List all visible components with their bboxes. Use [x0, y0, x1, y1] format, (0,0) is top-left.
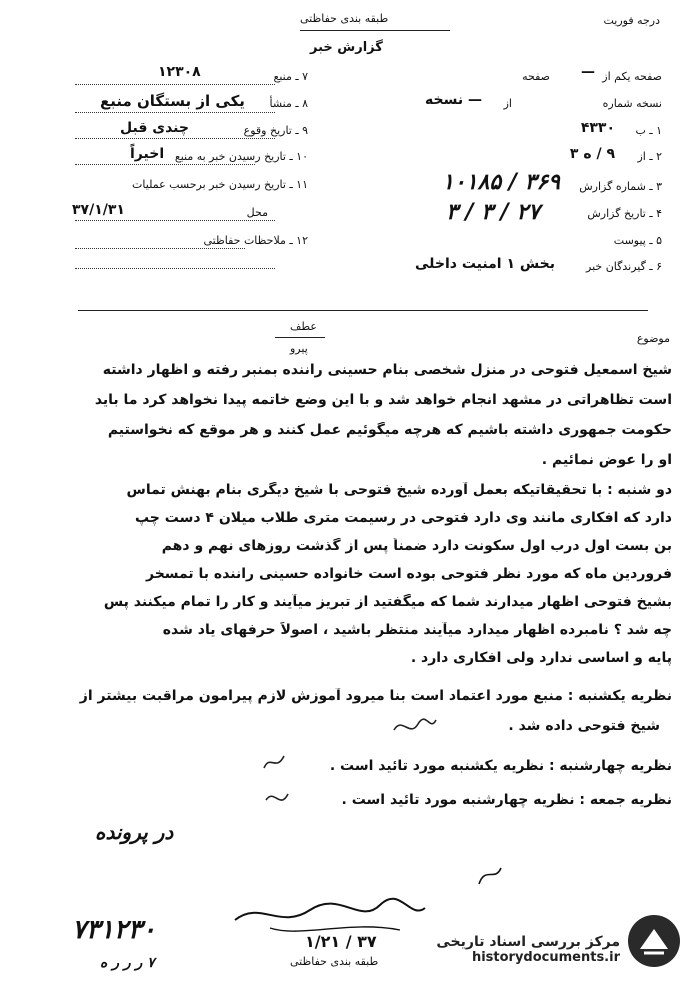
body-line: چه شد ؟ نامبرده اظهار میدارد میآیند منتظر باشید ، اصولاً حرفهای یاد شده: [162, 622, 672, 638]
handwritten-note: در پرونده: [95, 820, 174, 844]
watermark: [436, 934, 620, 965]
ref-sub: پیرو: [290, 342, 308, 355]
body-line: بن بست اول درب اول سکونت دارد ضمناً پس از گذشت روزهای نهم و دهم: [161, 538, 672, 554]
header-rule: [300, 30, 450, 31]
footer-classification: طبقه بندی حفاظتی: [290, 955, 379, 968]
priority-label: درجه فوریت: [603, 14, 660, 27]
dotline: [75, 248, 245, 249]
field-location-label: محل: [246, 206, 268, 219]
watermark-logo-icon: [626, 913, 682, 969]
field-7-value: ۱۲۳۰۸: [158, 64, 201, 80]
comment-line: نظریه جمعه : نظریه چهارشنبه مورد تائید است .: [341, 792, 672, 808]
field-1-value: ۴۳۳۰: [580, 120, 615, 136]
signature-mark: [475, 862, 505, 892]
dotline: [75, 138, 275, 139]
field-copy-label: نسخه شماره: [602, 97, 662, 110]
subject-label: موضوع: [636, 332, 670, 345]
body-line: فروردین ماه که مورد نظر فتوحی بوده است خانواده حسینی راننده با تمسخر: [145, 566, 672, 582]
watermark-site: historydocuments.ir: [471, 950, 620, 965]
dotline: [75, 84, 275, 85]
header-separator: [78, 310, 648, 311]
classification-label: طبقه بندی حفاظتی: [300, 12, 389, 25]
field-7-label: ۷ ـ منبع: [273, 70, 308, 83]
dotline: [75, 164, 255, 165]
field-8-label: ۸ ـ منشأ: [269, 97, 308, 110]
field-8-value: یکی از بستگان منبع: [100, 92, 245, 110]
field-page-value: —: [581, 64, 595, 80]
body-line: بشیخ فتوحی اظهار میدارند شما که میگفتید از تبریز میآیند و کار را تمام میکنند پس: [103, 594, 672, 610]
field-10-value: اخیراً: [130, 146, 165, 162]
field-3-value: ۳۶۹ / ۱۰۱۸۵: [442, 170, 560, 195]
comment-line: نظریه چهارشنبه : نظریه یکشنبه مورد تائید است .: [329, 758, 672, 774]
footer-date: ۱/۲۱ / ۳۷: [305, 932, 377, 951]
body-line: او را عوض نمائیم .: [541, 452, 672, 468]
field-page-label: صفحه یکم از: [602, 70, 662, 83]
comment-line: شیخ فتوحی داده شد .: [508, 718, 660, 734]
body-line: است تظاهراتی در مشهد انجام خواهد شد و با این وضع خاتمه پیدا نخواهد کرد ما باید: [94, 392, 672, 408]
field-3-label: ۳ ـ شماره گزارش: [579, 180, 662, 193]
body-line: پایه و اساسی ندارد ولی افکاری دارد .: [410, 650, 672, 666]
body-line: دو شنبه : با تحقیقاتیکه بعمل آورده شیخ فتوحی با شیخ دیگری بنام بهنش تماس: [126, 482, 672, 498]
field-9-value: چندی قبل: [120, 120, 189, 136]
ref-rule: [275, 337, 325, 338]
field-copy-mid: از: [503, 97, 512, 110]
ref-label: عطف: [290, 320, 317, 333]
field-11-label: ۱۱ ـ تاریخ رسیدن خبر برحسب عملیات: [132, 178, 308, 191]
field-4-label: ۴ ـ تاریخ گزارش: [587, 207, 662, 220]
field-1-label: ۱ ـ ب: [635, 124, 662, 137]
dotline: [75, 268, 275, 269]
body-line: حکومت جمهوری داشته باشیم که هرچه میگوئیم عمل کنند و هر موقع که نخواستیم: [107, 422, 672, 438]
field-6-label: ۶ ـ گیرندگان خبر: [586, 260, 662, 273]
field-6-value: بخش ۱ امنیت داخلی: [415, 256, 555, 272]
field-page-mid: صفحه: [522, 70, 550, 83]
comment-line: نظریه یکشنبه : منبع مورد اعتماد است بنا میرود آموزش لازم پیرامون مراقبت بیشتر از: [79, 688, 672, 704]
initial-mark: [390, 712, 440, 742]
field-9-label: ۹ ـ تاریخ وقوع: [243, 124, 308, 137]
field-copy-value: — نسخه: [425, 92, 482, 108]
field-5-label: ۵ ـ پیوست: [613, 234, 662, 247]
watermark-org: مرکز بررسی اسناد تاریخی: [436, 934, 620, 950]
field-4-value: ۲۷ / ۳ / ۳: [445, 200, 540, 225]
initial-mark: [262, 784, 292, 814]
body-line: شیخ اسمعیل فتوحی در منزل شخصی بنام حسینی راننده بمنبر رفته و اظهار داشته: [102, 362, 672, 378]
dotline: [75, 112, 275, 113]
page-title: گزارش خبر: [310, 40, 383, 55]
field-12-label: ۱۲ ـ ملاحظات حفاظتی: [203, 234, 308, 247]
body-line: دارد که افکاری مانند وی دارد فتوحی در رسیمت متری طلاب میلان ۴ دست چپ: [134, 510, 672, 526]
field-2-label: ۲ ـ از: [637, 150, 662, 163]
footer-bottom-left: ۷ ر ر ر ه: [100, 955, 155, 971]
footer-number: ۷۳۱۲۳۰: [72, 915, 156, 945]
dotline: [75, 220, 275, 221]
field-location-value: ۳۷/۱/۳۱: [72, 202, 125, 218]
initial-mark: [260, 748, 290, 778]
field-2-value: ۹ / ه ۳: [569, 146, 615, 162]
field-10-label: ۱۰ ـ تاریخ رسیدن خبر به منبع: [174, 150, 308, 163]
